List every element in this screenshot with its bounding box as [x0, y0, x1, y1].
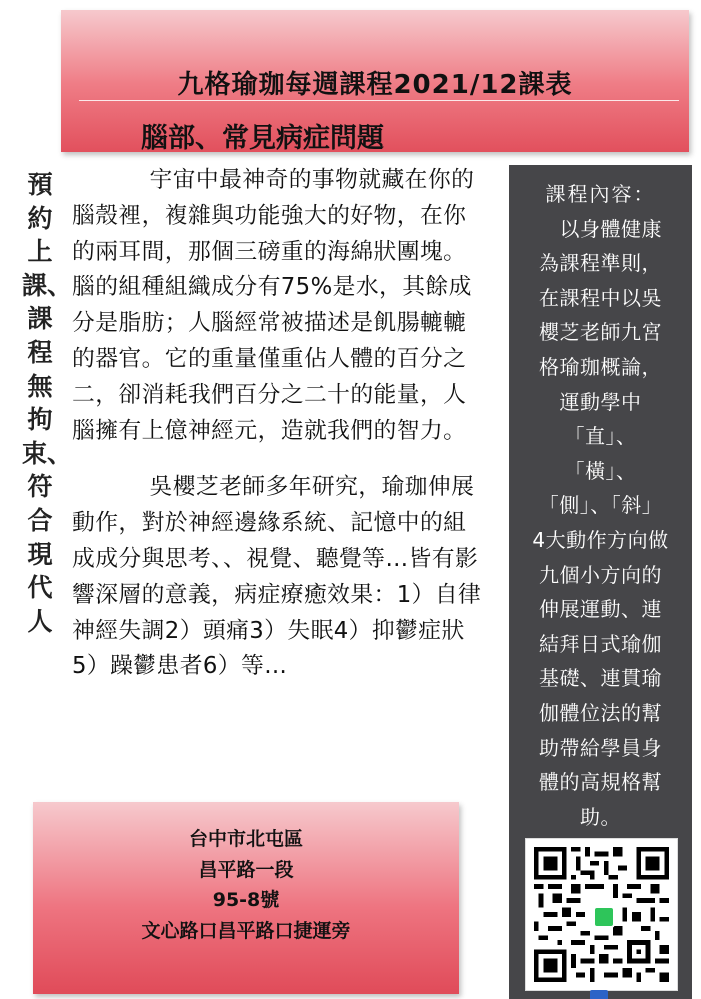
course-line: 「直」、	[564, 424, 637, 449]
course-line: 伸展運動、連	[539, 597, 662, 622]
course-line: 體的高規格幫	[539, 770, 662, 795]
address-district: 台中市北屯區	[188, 828, 303, 850]
course-line: 基礎、連貫瑜	[539, 666, 662, 691]
paragraph-intro: 宇宙中最神奇的事物就藏在你的腦殼裡，複雜與功能強大的好物，在你的兩耳間，那個三磅重的海綿狀團塊。腦的組種組織成分有75%是水，其餘成分是脂肪；人腦經常被描述是飢腸轆轆的器官。它的重量僅重佔人體的百分之二，卻消耗我們百分之二十的能量，人腦擁有上億神經元，造就我們的智力。	[72, 167, 475, 444]
address-lines	[33, 824, 459, 946]
address-number: 95-8號	[212, 889, 280, 912]
vertical-slogan: 預約上課、課程無拘束、符合現代人	[22, 170, 73, 636]
course-line: 運動學中	[559, 389, 642, 414]
course-content	[519, 177, 682, 834]
page-title: 九格瑜珈每週課程2021/12課表	[177, 70, 573, 100]
course-content-heading: 課程內容：	[545, 182, 656, 206]
page-subtitle: 腦部、常見病症問題	[141, 123, 384, 154]
course-line: 「橫」、	[564, 458, 637, 483]
course-line: 九個小方向的	[539, 562, 662, 587]
paragraph-benefits: 吳櫻芝老師多年研究，瑜珈伸展動作，對於神經邊緣系統、記憶中的組成成分與思考、、視覺、聽覺等…皆有影響深層的意義，病症療癒效果：1）自律神經失調2）頭痛3）失眠4）抑鬱症狀5）躁鬱患者6）等…	[72, 474, 482, 680]
course-line: 4大動作方向做	[532, 527, 669, 552]
course-line: 伽體位法的幫	[539, 700, 662, 725]
course-line: 櫻芝老師九宮	[539, 320, 662, 345]
course-line: 助帶給學員身	[539, 735, 662, 760]
address-road: 昌平路一段	[198, 858, 294, 881]
header-divider	[79, 100, 679, 101]
course-line: 「側」、「斜」	[538, 493, 663, 518]
course-line: 助。	[580, 804, 621, 829]
course-line: 格瑜珈概論，	[539, 354, 662, 379]
main-text	[72, 163, 484, 685]
course-line: 為課程準則，	[539, 251, 662, 276]
qr-code-icon[interactable]	[525, 838, 678, 991]
course-line: 以身體健康	[539, 216, 662, 241]
course-line: 結拜日式瑜伽	[539, 631, 662, 656]
scroll-indicator-icon	[590, 990, 608, 999]
course-line: 在課程中以吳	[539, 285, 662, 310]
line-app-icon	[593, 906, 615, 928]
address-box	[33, 802, 459, 994]
address-landmark: 文心路口昌平路口捷運旁	[141, 919, 351, 942]
header-banner	[61, 10, 689, 152]
